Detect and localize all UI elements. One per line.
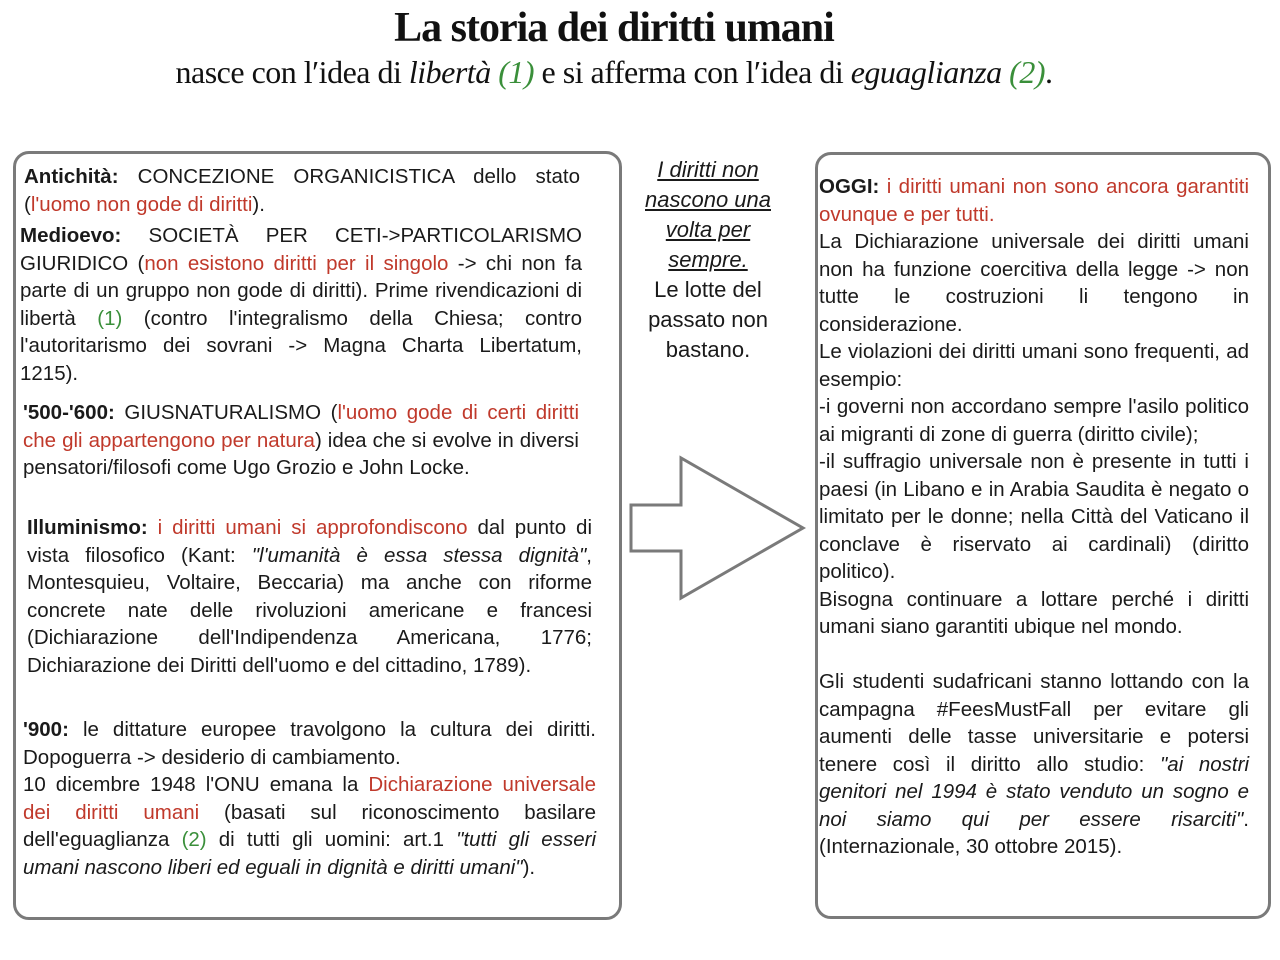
illuminismo-text-2: , Montesquieu, Voltaire, Beccaria) ma anche con riforme concrete nate delle rivoluzioni americane e francesi (Dichiarazione dell'Indipendenza Americana, 1776; Dichiarazione dei Diritti dell'uomo e del cittadino, 1789). — [27, 543, 592, 677]
middle-line-2: Le lotte del passato non bastano. — [648, 277, 768, 362]
cinquecento-text-2: ) idea che si evolve in diversi pensatori/filosofi come Ugo Grozio e John Locke. — [23, 428, 579, 479]
today-paragraph-2: Le violazioni dei diritti umani sono frequenti, ad esempio: — [819, 340, 1249, 391]
oggi-red: i diritti umani non sono ancora garantiti ovunque e per tutti. — [819, 175, 1249, 226]
medioevo-paragraph — [20, 222, 582, 387]
cinquecento-paragraph — [23, 399, 579, 482]
antichita-paragraph — [24, 163, 580, 218]
today-content — [819, 173, 1249, 861]
cinquecento-red: l'uomo gode di certi diritti che gli appartengono per natura — [23, 401, 579, 452]
novecento-paragraph — [23, 716, 596, 881]
medioevo-label: Medioevo: — [20, 224, 122, 247]
illuminismo-quote: "l'umanità è essa stessa dignità" — [251, 543, 587, 567]
medioevo-red: non esistono diritti per il singolo — [144, 251, 449, 275]
subtitle-ref-2: (2) — [1009, 54, 1045, 90]
page-title: La storia dei diritti umani — [394, 5, 834, 51]
today-paragraph-5: Bisogna continuare a lottare perché i diritti umani siano garantiti ubique nel mondo. — [819, 587, 1249, 638]
novecento-red: Dichiarazione universale dei diritti umani — [23, 773, 596, 824]
novecento-label: '900: — [23, 718, 69, 741]
novecento-text-1: le dittature europee travolgono la cultura dei diritti. Dopoguerra -> desiderio di cambiamento. — [23, 718, 596, 769]
novecento-text-4: di tutti gli uomini: art.1 — [206, 828, 457, 851]
middle-statement — [632, 155, 784, 365]
novecento-text-3: (basati sul riconoscimento basilare dell'eguaglianza — [23, 800, 596, 851]
middle-line-1: I diritti non nascono una volta per sempre. — [645, 157, 771, 272]
today-paragraph-6-text: Gli studenti sudafricani stanno lottando con la campagna #FeesMustFall per evitare gli aumenti delle tasse universitarie e potersi tenere così il diritto allo studio: — [819, 670, 1249, 776]
novecento-text-2: 10 dicembre 1948 l'ONU emana la — [23, 773, 369, 796]
today-paragraph-4: -il suffragio universale non è presente in tutti i paesi (in Libano e in Arabia Saudita è negato o limitato per le donne; nella Città del Vaticano il conclave è riservato ai cardinali) (diritto politico). — [819, 450, 1249, 583]
subtitle-eguaglianza: eguaglianza — [850, 54, 1002, 90]
subtitle-ref-1: (1) — [498, 54, 534, 90]
novecento-text-5: ). — [522, 855, 536, 879]
right-arrow-icon — [628, 455, 808, 625]
antichita-text-2: ). — [252, 192, 265, 216]
today-paragraph-1: La Dichiarazione universale dei diritti umani non ha funzione coercitiva della legge -> non tutte le costruzioni li tengono in considerazione. — [819, 230, 1249, 336]
illuminismo-paragraph — [27, 514, 592, 679]
medioevo-ref-1: (1) — [97, 306, 123, 330]
subtitle-text-2: e si afferma con l′idea di — [534, 54, 851, 90]
today-paragraph-6-source: . (Internazionale, 30 ottobre 2015). — [819, 807, 1249, 858]
antichita-red: l'uomo non gode di diritti — [30, 192, 253, 216]
today-paragraph-3: -i governi non accordano sempre l'asilo politico ai migranti di zone di guerra (diritto civile); — [819, 395, 1249, 446]
novecento-ref-2: (2) — [181, 828, 207, 851]
subtitle-liberta: libertà — [408, 54, 491, 90]
medioevo-text-2: -> chi non fa parte di un gruppo non gode di diritti). Prime rivendicazioni di libertà — [20, 251, 583, 330]
oggi-label: OGGI: — [819, 175, 880, 198]
medioevo-text-3: (contro l'integralismo della Chiesa; contro l'autoritarismo dei sovrani -> Magna Charta Libertatum, 1215). — [20, 306, 583, 385]
subtitle-text-1: nasce con l′idea di — [175, 54, 409, 90]
page-subtitle — [0, 54, 1228, 91]
illuminismo-red: i diritti umani si approfondiscono — [147, 516, 468, 539]
antichita-text-1: CONCEZIONE ORGANICISTICA dello stato ( — [24, 165, 580, 216]
novecento-quote: "tutti gli esseri umani nascono liberi ed eguali in dignità e diritti umani" — [23, 828, 596, 879]
antichita-label: Antichità: — [24, 165, 119, 188]
today-paragraph-6-quote: "ai nostri genitori nel 1994 è stato venduto un sogno e noi siamo qui per essere risarciti" — [819, 752, 1249, 831]
cinquecento-label: '500-'600: — [23, 401, 115, 424]
illuminismo-label: Illuminismo: — [27, 516, 148, 539]
medioevo-text-1: SOCIETÀ PER CETI->PARTICOLARISMO GIURIDICO ( — [20, 224, 582, 275]
cinquecento-text-1: GIUSNATURALISMO ( — [114, 401, 338, 424]
subtitle-text-3: . — [1044, 54, 1053, 90]
illuminismo-text-1: dal punto di vista filosofico (Kant: — [27, 516, 593, 567]
